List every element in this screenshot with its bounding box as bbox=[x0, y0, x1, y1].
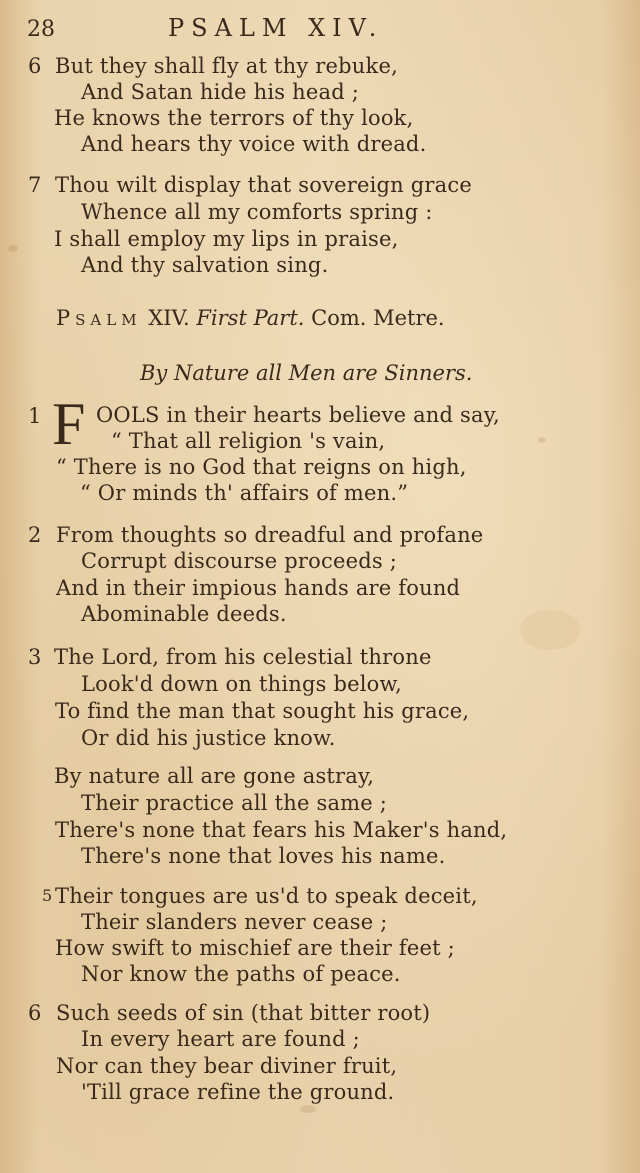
page-number: 28 bbox=[27, 17, 55, 42]
verse-line: Their practice all the same ; bbox=[81, 791, 388, 815]
psalm-title-metre: Com. Metre. bbox=[311, 306, 445, 330]
verse-line: Corrupt discourse proceeds ; bbox=[81, 549, 397, 573]
verse-line: OOLS in their hearts believe and say, bbox=[96, 403, 500, 427]
verse-line: Their slanders never cease ; bbox=[81, 910, 388, 934]
verse-line: He knows the terrors of thy look, bbox=[54, 106, 414, 130]
stanza-number: 6 bbox=[28, 54, 42, 78]
foxing-spot bbox=[300, 1105, 316, 1113]
verse-line: Whence all my comforts spring : bbox=[81, 200, 433, 224]
psalm-title bbox=[56, 306, 445, 330]
verse-line: And Satan hide his head ; bbox=[81, 80, 360, 104]
verse-line: In every heart are found ; bbox=[81, 1027, 360, 1051]
verse-line: “ There is no God that reigns on high, bbox=[56, 455, 467, 479]
verse-line: And in their impious hands are found bbox=[56, 576, 461, 600]
verse-line: There's none that loves his name. bbox=[81, 844, 446, 868]
verse-line: I shall employ my lips in praise, bbox=[54, 227, 399, 251]
verse-line: From thoughts so dreadful and profane bbox=[56, 523, 484, 547]
verse-line: 'Till grace refine the ground. bbox=[81, 1080, 395, 1104]
drop-cap-letter: F bbox=[52, 391, 86, 457]
verse-line: Nor can they bear diviner fruit, bbox=[56, 1054, 398, 1078]
psalm-title-number: XIV. bbox=[148, 306, 190, 330]
verse-line: Nor know the paths of peace. bbox=[81, 962, 401, 986]
verse-line: “ That all religion 's vain, bbox=[111, 429, 386, 453]
stanza-number: 7 bbox=[28, 173, 42, 197]
verse-line: To find the man that sought his grace, bbox=[55, 699, 470, 723]
running-head: PSALM XIV. bbox=[168, 14, 384, 42]
verse-line: Or did his justice know. bbox=[81, 726, 336, 750]
verse-line: Such seeds of sin (that bitter root) bbox=[56, 1001, 431, 1025]
stanza-number: 2 bbox=[28, 523, 42, 547]
psalm-title-prefix: Psalm bbox=[56, 306, 142, 330]
foxing-spot bbox=[520, 610, 580, 650]
foxing-spot bbox=[8, 245, 18, 252]
verse-line: Their tongues are us'd to speak deceit, bbox=[55, 884, 478, 908]
stanza-number: 3 bbox=[28, 645, 42, 669]
stanza-number: 1 bbox=[28, 404, 42, 428]
verse-line: But they shall fly at thy rebuke, bbox=[55, 54, 398, 78]
verse-line: And hears thy voice with dread. bbox=[81, 132, 427, 156]
verse-line: How swift to mischief are their feet ; bbox=[55, 936, 455, 960]
stanza-number: 5 bbox=[42, 886, 53, 905]
verse-line: “ Or minds th' affairs of men.” bbox=[80, 481, 409, 505]
verse-line: And thy salvation sing. bbox=[81, 253, 329, 277]
verse-line: There's none that fears his Maker's hand, bbox=[55, 818, 508, 842]
psalm-subtitle: By Nature all Men are Sinners. bbox=[140, 361, 473, 385]
verse-line: Look'd down on things below, bbox=[81, 672, 403, 696]
stanza-number: 6 bbox=[28, 1001, 42, 1025]
foxing-spot bbox=[538, 437, 546, 443]
verse-line: Abominable deeds. bbox=[81, 602, 287, 626]
verse-line: By nature all are gone astray, bbox=[54, 764, 375, 788]
verse-line: The Lord, from his celestial throne bbox=[54, 645, 432, 669]
psalm-title-part: First Part. bbox=[196, 306, 305, 330]
verse-line: Thou wilt display that sovereign grace bbox=[55, 173, 472, 197]
